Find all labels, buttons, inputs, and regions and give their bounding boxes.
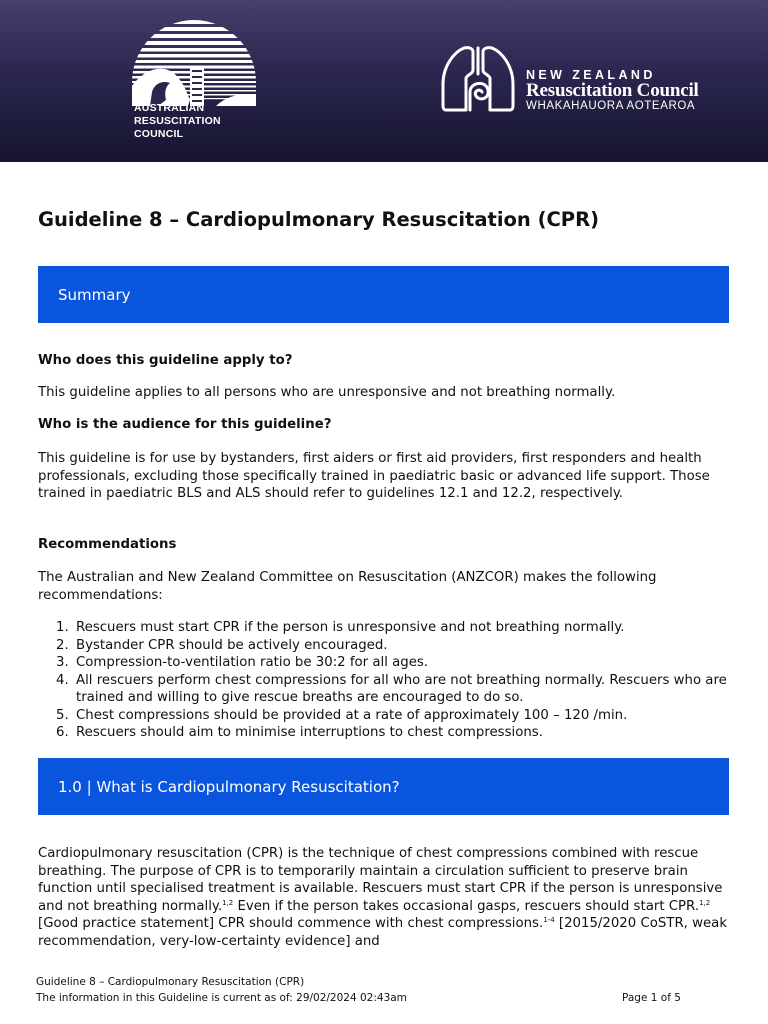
paragraph-text: Even if the person takes occasional gasps, rescuers should start CPR. bbox=[233, 898, 700, 914]
arc-name-line: RESUSCITATION bbox=[134, 115, 221, 127]
list-item bbox=[38, 619, 730, 637]
list-item bbox=[38, 672, 730, 707]
paragraph-text: [Good practice statement] CPR should commence with chest compressions. bbox=[38, 916, 544, 931]
list-item-number: 5. bbox=[56, 707, 69, 723]
list-item-number: 1. bbox=[56, 620, 69, 635]
page-number: Page 1 of 5 bbox=[622, 992, 681, 1004]
list-item bbox=[38, 654, 730, 672]
nzrc-name-line2: Resuscitation Council bbox=[526, 80, 699, 101]
trademark-mark: TM bbox=[248, 94, 256, 100]
list-item-number: 3. bbox=[56, 655, 69, 670]
list-item-text: Bystander CPR should be actively encouraged. bbox=[76, 637, 388, 653]
nzrc-name-line3: WHAKAHAUORA AOTEAROA bbox=[526, 100, 696, 112]
list-item-number: 4. bbox=[56, 672, 69, 688]
list-item bbox=[38, 637, 730, 655]
list-item-number: 6. bbox=[56, 725, 69, 740]
answer-audience: This guideline is for use by bystanders, first aiders or first aid providers, first responders and health professionals, excluding those specifically trained in paediatric basic or advanced life support. Those trained in paediatric BLS and ALS should refer to guidelines 12.1 and 12.2, respectively. bbox=[38, 451, 710, 501]
recommendations-intro: The Australian and New Zealand Committee on Resuscitation (ANZCOR) makes the following recommendations: bbox=[38, 570, 657, 603]
page-footer bbox=[36, 974, 686, 1006]
question-audience: Who is the audience for this guideline? bbox=[38, 417, 332, 432]
list-item-text: Chest compressions should be provided at a rate of approximately 100 – 120 /min. bbox=[76, 707, 628, 723]
list-item bbox=[38, 707, 730, 725]
nzrc-organisation-name bbox=[526, 68, 699, 113]
list-item-text: All rescuers perform chest compressions for all who are not breathing normally. Rescuers who are trained and willing to give rescue breaths are encouraged to do so. bbox=[76, 672, 727, 705]
arc-organisation-name bbox=[134, 102, 221, 141]
footer-guideline-name: Guideline 8 – Cardiopulmonary Resuscitation (CPR) bbox=[36, 976, 305, 988]
arc-name-line: AUSTRALIAN bbox=[134, 102, 205, 114]
footer-currency-notice: The information in this Guideline is current as of: 29/02/2024 02:43am bbox=[36, 992, 407, 1004]
question-applies-to: Who does this guideline apply to? bbox=[38, 353, 293, 368]
summary-heading-bar bbox=[38, 266, 729, 323]
list-item-text: Compression-to-ventilation ratio be 30:2 for all ages. bbox=[76, 655, 429, 670]
recommendations-heading: Recommendations bbox=[38, 537, 177, 552]
page-header bbox=[0, 0, 768, 162]
summary-heading: Summary bbox=[58, 285, 131, 304]
citation-superscript: 1-4 bbox=[543, 916, 555, 924]
paragraph-text: [2015/2020 CoSTR, weak recommendation, very-low-certainty evidence] and bbox=[38, 916, 728, 949]
citation-superscript: 1,2 bbox=[222, 898, 234, 907]
cpr-definition-paragraph bbox=[38, 845, 730, 950]
arc-name-line: COUNCIL bbox=[134, 128, 184, 140]
section-heading: 1.0 | What is Cardiopulmonary Resuscitation? bbox=[58, 777, 400, 796]
list-item-text: Rescuers should aim to minimise interruptions to chest compressions. bbox=[76, 725, 543, 740]
section-heading-bar bbox=[38, 758, 729, 815]
list-item-text: Rescuers must start CPR if the person is unresponsive and not breathing normally. bbox=[76, 620, 625, 635]
paragraph-text: Cardiopulmonary resuscitation (CPR) is the technique of chest compressions combined with rescue breathing. The purpose of CPR is to temporarily maintain a circulation sufficient to preserve brain function until specialised treatment is available. Rescuers must start CPR if the person is unresponsive and not breathing normally. bbox=[38, 846, 723, 914]
nzrc-lungs-koru-icon bbox=[440, 44, 516, 116]
page-title: Guideline 8 – Cardiopulmonary Resuscitation (CPR) bbox=[38, 208, 600, 231]
list-item-number: 2. bbox=[56, 637, 69, 653]
answer-applies-to: This guideline applies to all persons who are unresponsive and not breathing normally. bbox=[38, 385, 616, 400]
citation-superscript: 1,2 bbox=[699, 898, 711, 907]
list-item bbox=[38, 724, 730, 742]
recommendations-list bbox=[38, 619, 730, 742]
nzrc-name-line1: NEW ZEALAND bbox=[526, 68, 656, 82]
